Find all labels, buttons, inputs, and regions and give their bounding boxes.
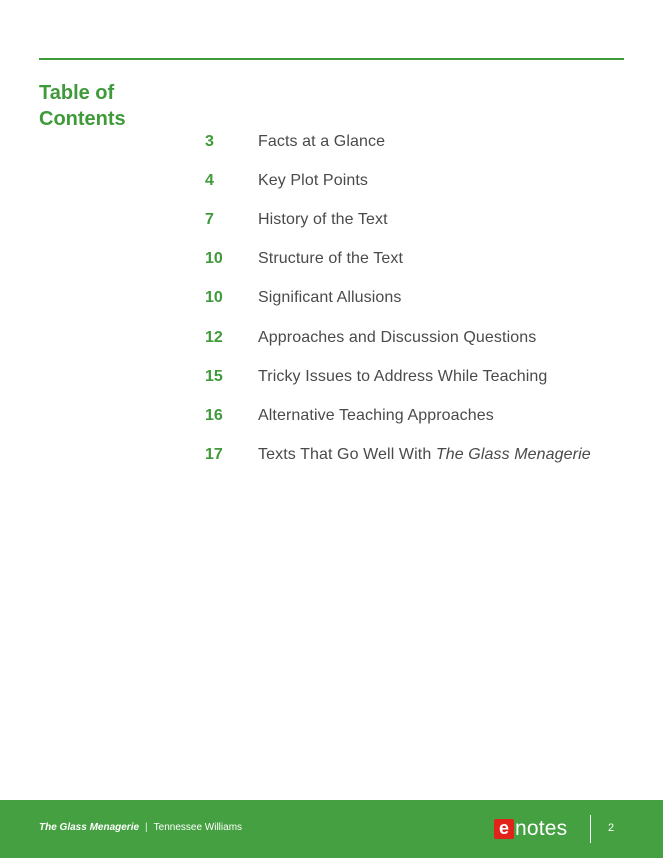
footer-divider xyxy=(590,815,591,843)
toc-item[interactable] xyxy=(205,161,635,200)
toc-item[interactable] xyxy=(205,122,635,161)
toc-entry-title: Significant Allusions xyxy=(258,289,402,307)
enotes-logo[interactable] xyxy=(494,817,567,841)
toc-entry-title: Facts at a Glance xyxy=(258,132,386,150)
toc-page-number: 15 xyxy=(205,367,223,385)
toc-page-number: 10 xyxy=(205,289,223,307)
footer-author: Tennessee Williams xyxy=(153,822,243,833)
footer-book-title: The Glass Menagerie xyxy=(39,822,140,833)
toc-entry-title: Approaches and Discussion Questions xyxy=(258,328,537,346)
top-rule xyxy=(39,58,624,60)
toc-list xyxy=(205,122,635,475)
toc-entry-title: History of the Text xyxy=(258,210,388,228)
toc-entry-title: Key Plot Points xyxy=(258,171,368,189)
toc-entry-title-italic: The Glass Menagerie xyxy=(435,446,591,464)
toc-item[interactable] xyxy=(205,357,635,396)
toc-page-number: 10 xyxy=(205,250,223,268)
enotes-logo-e-icon: e xyxy=(494,819,514,839)
toc-page-number: 12 xyxy=(205,328,223,346)
toc-heading: Table of Contents xyxy=(39,82,126,130)
toc-item[interactable] xyxy=(205,279,635,318)
page-number: 2 xyxy=(608,822,615,834)
toc-page-number: 17 xyxy=(205,446,223,464)
toc-item[interactable] xyxy=(205,318,635,357)
toc-item[interactable] xyxy=(205,396,635,435)
toc-entry-title: Tricky Issues to Address While Teaching xyxy=(258,367,548,385)
footer-separator: | xyxy=(145,822,148,833)
toc-entry-title-plain: Texts That Go Well With xyxy=(258,446,436,464)
toc-entry-title xyxy=(258,446,591,464)
toc-page-number: 4 xyxy=(205,171,214,189)
toc-item[interactable] xyxy=(205,436,635,475)
toc-item[interactable] xyxy=(205,240,635,279)
toc-page-number: 3 xyxy=(205,132,214,150)
enotes-logo-text: notes xyxy=(515,817,568,840)
toc-entry-title: Structure of the Text xyxy=(258,250,403,268)
footer-book-info xyxy=(39,822,242,833)
toc-page-number: 16 xyxy=(205,406,223,424)
toc-entry-title: Alternative Teaching Approaches xyxy=(258,406,494,424)
toc-item[interactable] xyxy=(205,200,635,239)
toc-page-number: 7 xyxy=(205,210,214,228)
footer-bar xyxy=(0,800,663,858)
